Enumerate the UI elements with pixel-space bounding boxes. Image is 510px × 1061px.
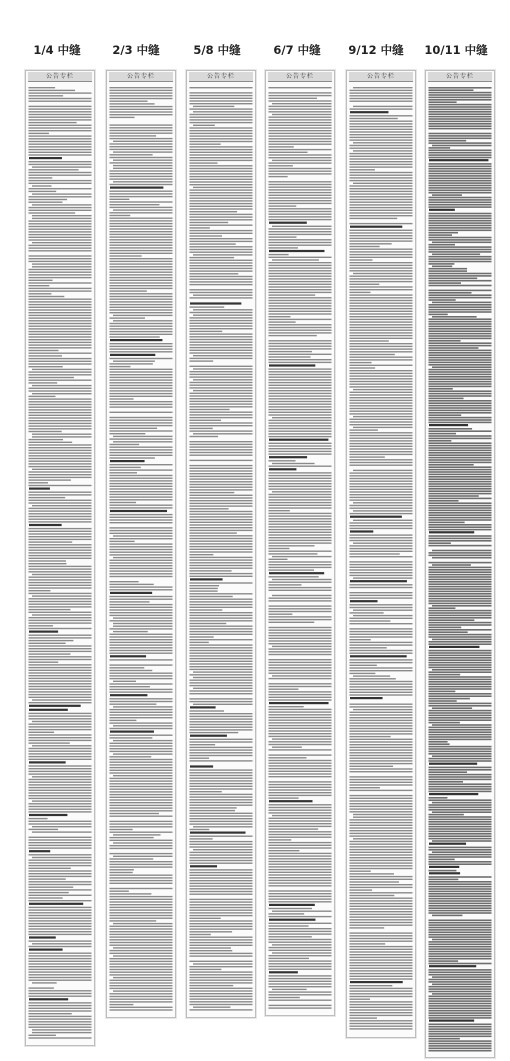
column-label-5: 9/12 中缝 (348, 43, 404, 57)
gutter-strip-3 (186, 70, 256, 1018)
dense-text-block (347, 84, 415, 1034)
dense-text-block (266, 84, 334, 1012)
strip-header: 公告专栏 (268, 72, 332, 82)
dense-text-block (26, 84, 94, 1042)
strip-header: 公告专栏 (428, 72, 492, 82)
column-label-2: 2/3 中缝 (112, 43, 160, 57)
gutter-strip-1 (25, 70, 95, 1046)
column-label-3: 5/8 中缝 (193, 43, 241, 57)
strip-header: 公告专栏 (28, 72, 92, 82)
strip-header: 公告专栏 (349, 72, 413, 82)
column-label-1: 1/4 中缝 (33, 43, 81, 57)
column-label-4: 6/7 中缝 (273, 43, 321, 57)
strip-header: 公告专栏 (109, 72, 173, 82)
strip-header: 公告专栏 (189, 72, 253, 82)
gutter-strip-2 (106, 70, 176, 1018)
dense-text-block (187, 84, 255, 1014)
gutter-strip-5 (346, 70, 416, 1038)
gutter-strip-4 (265, 70, 335, 1016)
gutter-strip-6 (425, 70, 495, 1058)
dense-text-block (426, 84, 494, 1054)
column-label-6: 10/11 中缝 (424, 43, 488, 57)
dense-text-block (107, 84, 175, 1014)
